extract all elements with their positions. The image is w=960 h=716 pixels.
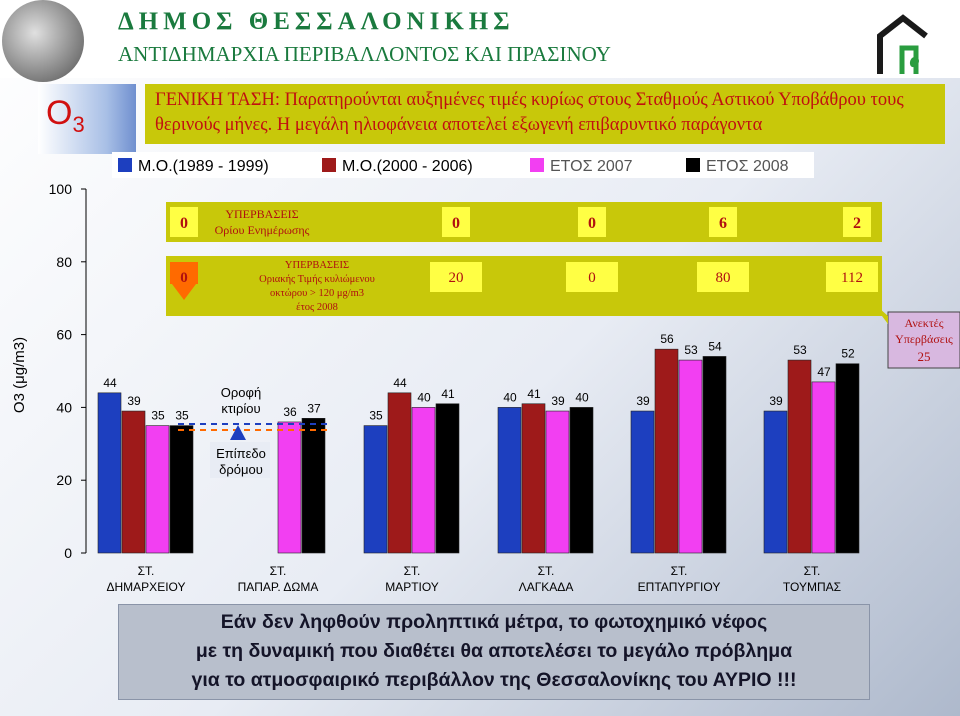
target-exceed-label-1: ΥΠΕΡΒΑΣΕΙΣ: [284, 260, 350, 271]
info-exceed-value: 2: [853, 215, 861, 232]
data-label: 39: [769, 394, 783, 409]
o3-label-main: O: [46, 94, 73, 132]
x-tick-label: ΣΤ.: [670, 564, 688, 578]
x-tick-label: ΣΤ.: [537, 564, 555, 578]
x-tick-label: ΠΑΠΑΡ. ΔΩΜΑ: [237, 580, 319, 594]
x-tick-label: ΣΤ.: [269, 564, 287, 578]
street-arrow: [230, 425, 246, 440]
data-label: 35: [369, 408, 383, 423]
x-tick-label: ΜΑΡΤΙΟΥ: [385, 580, 439, 594]
data-label: 35: [151, 408, 165, 423]
info-exceed-label-2: Ορίου Ενημέρωσης: [214, 223, 310, 237]
bar-4: [170, 426, 193, 553]
bottom-warning-box: [118, 604, 870, 700]
info-exceed-label-1: ΥΠΕΡΒΑΣΕΙΣ: [225, 207, 299, 221]
data-label: 52: [841, 346, 855, 361]
x-tick-label: ΣΤ.: [403, 564, 421, 578]
data-label: 40: [417, 390, 431, 405]
legend-label: ΕΤΟΣ 2007: [550, 158, 633, 175]
street-label-2: δρόμου: [219, 462, 263, 477]
bar-1: [98, 393, 121, 553]
x-tick-label: ΕΠΤΑΠΥΡΓΙΟΥ: [637, 580, 721, 594]
bar-3: [812, 382, 835, 553]
x-tick-label: ΛΑΓΚΑΔΑ: [518, 580, 574, 594]
target-exceed-label-3: οκτώρου > 120 μg/m3: [269, 288, 365, 299]
data-label: 41: [441, 386, 455, 401]
target-exceed-value: 80: [715, 270, 731, 286]
bar-4: [436, 404, 459, 553]
data-label: 53: [793, 343, 807, 358]
allowed-exceed-label-2: Υπερβάσεις: [895, 332, 953, 346]
bar-1: [631, 411, 654, 553]
bar-4: [570, 407, 593, 553]
data-label: 40: [575, 390, 589, 405]
data-label: 41: [527, 386, 541, 401]
bar-2: [655, 349, 678, 553]
page-title: ΔΗΜΟΣ ΘΕΣΣΑΛΟΝΙΚΗΣ: [118, 8, 515, 35]
data-label: 37: [307, 401, 321, 416]
info-exceed-value: 0: [180, 215, 188, 232]
bar-3: [278, 422, 301, 553]
o3-label-sub: 3: [72, 111, 85, 137]
warning-line-1: Εάν δεν ληφθούν προληπτικά μέτρα, το φωτοχημικό νέφος: [220, 611, 768, 633]
warning-line-3: για το ατμοσφαιρικό περιβάλλον της Θεσσαλονίκης του ΑΥΡΙΟ !!!: [191, 669, 797, 691]
data-label: 44: [103, 375, 117, 390]
roof-label-1: Οροφή: [220, 385, 262, 400]
legend-label: ΕΤΟΣ 2008: [706, 158, 789, 175]
data-label: 44: [393, 375, 407, 390]
legend-swatch: [118, 158, 132, 172]
data-label: 39: [551, 394, 565, 409]
chart-legend: [112, 152, 814, 178]
target-exceed-label-4: έτος 2008: [296, 302, 338, 313]
y-tick-label: 40: [56, 399, 72, 416]
bar-2: [122, 411, 145, 553]
page-subtitle: ΑΝΤΙΔΗΜΑΡΧΙΑ ΠΕΡΙΒΑΛΛΟΝΤΟΣ ΚΑΙ ΠΡΑΣΙΝΟΥ: [118, 42, 611, 66]
legend-label: Μ.Ο.(1989 - 1999): [138, 158, 269, 175]
data-label: 47: [817, 364, 831, 379]
data-label: 39: [127, 394, 141, 409]
target-exceed-band: [166, 256, 882, 316]
x-tick-label: ΣΤ.: [137, 564, 155, 578]
bar-3: [546, 411, 569, 553]
target-exceed-value: 0: [180, 270, 188, 286]
bar-2: [388, 393, 411, 553]
allowed-exceed-label-1: Ανεκτές: [904, 316, 944, 330]
bar-1: [498, 407, 521, 553]
data-label: 56: [660, 332, 674, 347]
y-tick-label: 60: [56, 326, 72, 343]
data-label: 36: [283, 404, 297, 419]
bar-3: [679, 360, 702, 553]
street-label-1: Επίπεδο: [216, 446, 266, 461]
data-label: 40: [503, 390, 517, 405]
x-tick-label: ΤΟΥΜΠΑΣ: [782, 580, 842, 594]
legend-swatch: [530, 158, 544, 172]
data-label: 54: [708, 339, 722, 354]
bar-4: [836, 364, 859, 553]
legend-swatch: [322, 158, 336, 172]
legend-swatch: [686, 158, 700, 172]
target-exceed-value: 0: [588, 270, 596, 286]
target-exceed-value: 112: [841, 270, 863, 286]
bar-1: [764, 411, 787, 553]
info-exceed-value: 0: [452, 215, 460, 232]
target-exceed-value: 20: [448, 270, 464, 286]
target-exceed-label-2: Οριακής Τιμής κυλιώμενου: [259, 274, 375, 285]
info-exceed-value: 0: [588, 215, 596, 232]
legend-label: Μ.Ο.(2000 - 2006): [342, 158, 473, 175]
chart-axes: [11, 181, 86, 561]
bar-4: [703, 356, 726, 553]
x-tick-label: ΣΤ.: [803, 564, 821, 578]
y-tick-label: 100: [48, 181, 72, 197]
bar-3: [146, 426, 169, 553]
warning-line-2: με τη δυναμική που διαθέτει θα αποτελέσει το μεγάλο πρόβλημα: [195, 640, 793, 662]
allowed-exceed-value: 25: [917, 349, 931, 364]
roof-label-2: κτιρίου: [221, 401, 261, 416]
y-axis-title: O3 (μg/m3): [11, 336, 28, 414]
general-trend-note: ΓΕΝΙΚΗ ΤΑΣΗ: Παρατηρούνται αυξημένες τιμές κυρίως στους Σταθμούς Αστικού Υποβάθρου τους θερινούς μήνες. Η μεγάλη ηλιοφάνεια αποτελεί εξωγενή επιβαρυντικό παράγοντα: [145, 84, 945, 144]
y-tick-label: 80: [56, 253, 72, 270]
x-tick-label: ΔΗΜΑΡΧΕΙΟΥ: [106, 580, 186, 594]
bar-2: [522, 404, 545, 553]
bar-3: [412, 407, 435, 553]
bar-4: [302, 418, 325, 553]
y-tick-label: 0: [64, 545, 72, 561]
data-label: 39: [636, 394, 650, 409]
bar-2: [788, 360, 811, 553]
bar-1: [364, 426, 387, 553]
info-exceed-value: 6: [719, 215, 727, 232]
data-label: 53: [684, 343, 698, 358]
y-tick-label: 20: [56, 472, 72, 489]
data-label: 35: [175, 408, 189, 423]
